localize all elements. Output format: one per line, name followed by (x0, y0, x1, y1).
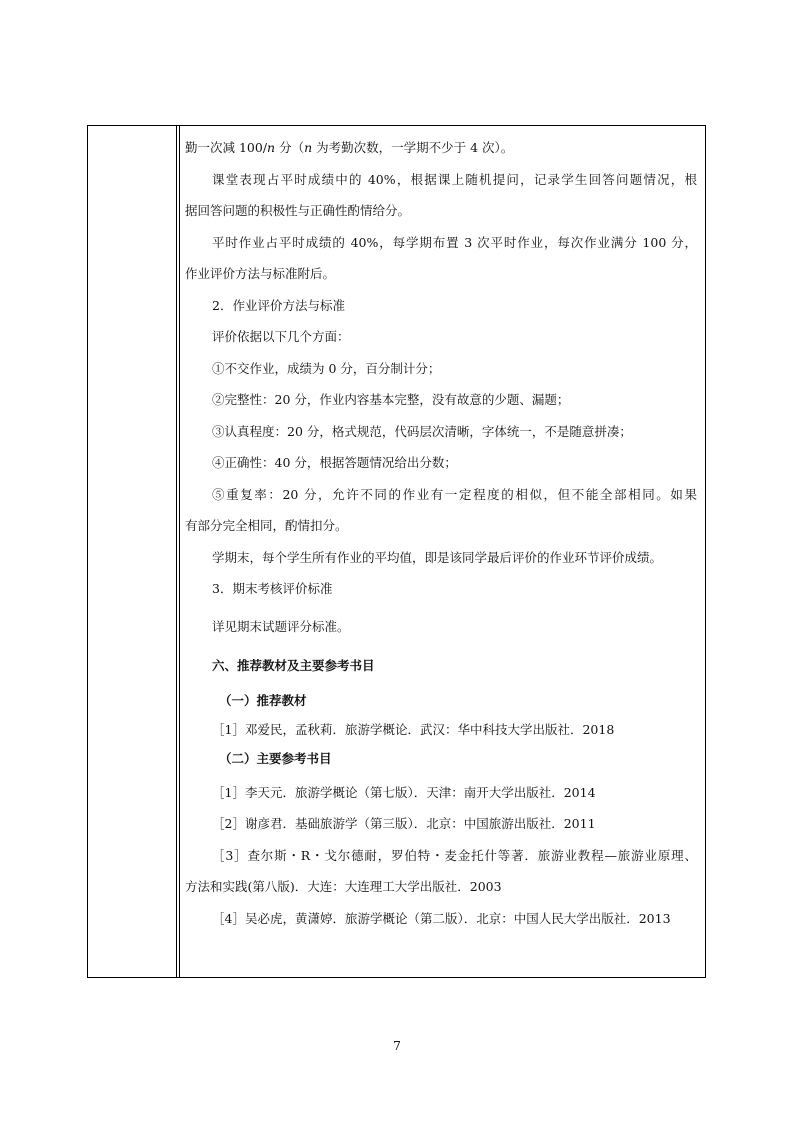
criterion-item-3: ③认真程度：20 分，格式规范，代码层次清晰，字体统一，不是随意拼凑； (212, 423, 632, 439)
criterion-item-5-line-1: ⑤重复率：20 分，允许不同的作业有一定程度的相似，但不能全部相同。如果 (212, 486, 697, 502)
reference-entry-4: ［4］吴必虎，黄潇婷．旅游学概论（第二版）．北京：中国人民大学出版社．2013 (212, 910, 671, 926)
criterion-item-5-line-2: 有部分完全相同，酌情扣分。 (185, 518, 348, 533)
reference-entry-3-line-1: ［3］查尔斯・R・戈尔德耐，罗伯特・麦金托什等著．旅游业教程—旅游业原理、 (212, 847, 697, 863)
heading-homework-evaluation: 2．作业评价方法与标准 (212, 297, 345, 313)
criterion-item-1: ①不交作业，成绩为 0 分，百分制计分； (212, 360, 441, 376)
reference-entry-3-line-2: 方法和实践(第八版)．大连：大连理工大学出版社．2003 (185, 879, 502, 894)
evaluation-basis: 评价依据以下几个方面： (212, 329, 350, 344)
attendance-rule-line: 勤一次减 100/n 分（n 为考勤次数，一学期不少于 4 次）。 (185, 140, 514, 155)
criterion-item-4: ④正确性：40 分，根据答题情况给出分数； (212, 455, 457, 470)
reference-entry-2: ［2］谢彦君．基础旅游学（第三版）．北京：中国旅游出版社．2011 (212, 816, 596, 831)
reference-entry-1: ［1］李天元．旅游学概论（第七版）．天津：南开大学出版社．2014 (212, 784, 596, 800)
final-exam-detail: 详见期末试题评分标准。 (212, 618, 350, 634)
criterion-item-2: ②完整性：20 分，作业内容基本完整，没有故意的少题、漏题； (212, 392, 570, 407)
page-number: 7 (393, 1038, 401, 1053)
table-content-cell (183, 126, 705, 977)
homework-line-1: 平时作业占平时成绩的 40%，每学期布置 3 次平时作业，每次作业满分 100 分， (212, 234, 697, 250)
textbook-entry-1: ［1］邓爱民，孟秋莉．旅游学概论．武汉：华中科技大学出版社．2018 (212, 721, 615, 737)
class-performance-line-2: 据回答问题的积极性与正确性酌情给分。 (185, 203, 411, 218)
section-six-heading: 六、推荐教材及主要参考书目 (212, 658, 375, 673)
reference-books-heading: （二）主要参考书目 (219, 750, 332, 766)
heading-final-exam-criteria: 3．期末考核评价标准 (212, 581, 333, 596)
homework-line-2: 作业评价方法与标准附后。 (185, 266, 336, 281)
table-left-cell (88, 126, 177, 977)
recommended-textbook-heading: （一）推荐教材 (219, 692, 307, 708)
class-performance-line-1: 课堂表现占平时成绩中的 40%，根据课上随机提问，记录学生回答问题情况，根 (212, 171, 697, 187)
content-table (87, 125, 706, 978)
semester-end-note: 学期末，每个学生所有作业的平均值，即是该同学最后评价的作业环节评价成绩。 (212, 549, 663, 565)
